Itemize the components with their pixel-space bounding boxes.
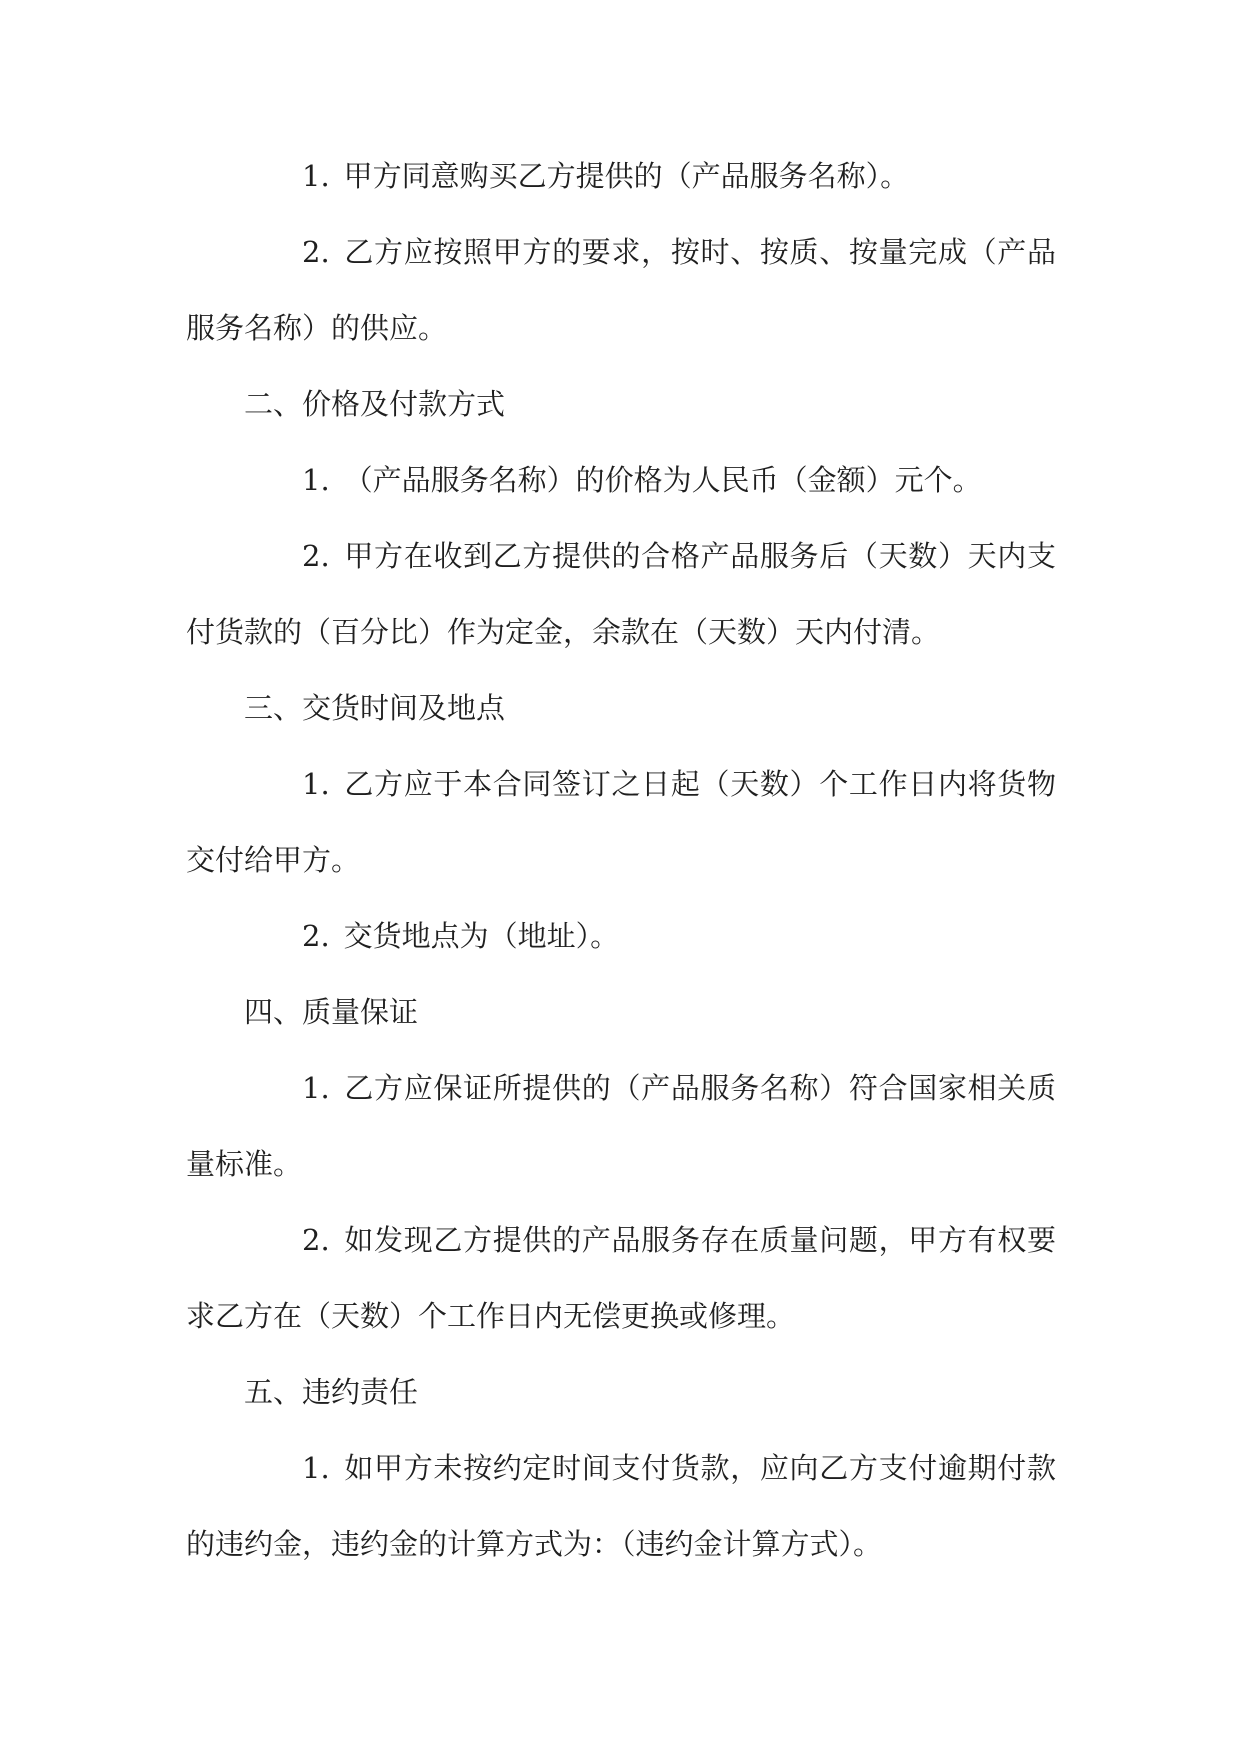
clause-4-1 <box>186 1050 1056 1202</box>
clause-text: 乙方应于本合同签订之日起（天数）个工作日内将货物交付给甲方。 <box>186 767 1056 877</box>
section-heading-5 <box>186 1354 1056 1430</box>
clause-number: 2. <box>302 235 330 269</box>
clause-2-2 <box>186 518 1056 670</box>
clause-text: 乙方应保证所提供的（产品服务名称）符合国家相关质量标准。 <box>186 1071 1056 1181</box>
clause-3-1 <box>186 746 1056 898</box>
section-heading-text: 三、交货时间及地点 <box>244 691 506 725</box>
clause-number: 1. <box>302 159 330 193</box>
clause-4-2 <box>186 1202 1056 1354</box>
clause-number: 1. <box>302 767 330 801</box>
section-heading-text: 五、违约责任 <box>244 1375 419 1409</box>
document-body <box>186 138 1056 1582</box>
clause-text: 乙方应按照甲方的要求，按时、按质、按量完成（产品服务名称）的供应。 <box>186 235 1056 345</box>
clause-number: 1. <box>302 463 330 497</box>
section-heading-2 <box>186 366 1056 442</box>
clause-1-2 <box>186 214 1056 366</box>
section-heading-3 <box>186 670 1056 746</box>
clause-number: 2. <box>302 539 330 573</box>
clause-text: 甲方在收到乙方提供的合格产品服务后（天数）天内支付货款的（百分比）作为定金，余款在（天数）天内付清。 <box>186 539 1056 649</box>
clause-text: 如发现乙方提供的产品服务存在质量问题，甲方有权要求乙方在（天数）个工作日内无偿更换或修理。 <box>186 1223 1056 1333</box>
clause-text: （产品服务名称）的价格为人民币（金额）元个。 <box>343 463 982 497</box>
section-heading-text: 四、质量保证 <box>244 995 419 1029</box>
clause-number: 2. <box>302 1223 330 1257</box>
clause-text: 交货地点为（地址）。 <box>343 919 620 953</box>
clause-1-1 <box>186 138 1056 214</box>
section-heading-text: 二、价格及付款方式 <box>244 387 506 421</box>
clause-5-1 <box>186 1430 1056 1582</box>
clause-text: 如甲方未按约定时间支付货款，应向乙方支付逾期付款的违约金，违约金的计算方式为：（违约金计算方式）。 <box>186 1451 1056 1561</box>
clause-text: 甲方同意购买乙方提供的（产品服务名称）。 <box>343 159 910 193</box>
section-heading-4 <box>186 974 1056 1050</box>
clause-number: 1. <box>302 1071 330 1105</box>
clause-2-1 <box>186 442 1056 518</box>
clause-number: 2. <box>302 919 330 953</box>
clause-3-2 <box>186 898 1056 974</box>
clause-number: 1. <box>302 1451 330 1485</box>
